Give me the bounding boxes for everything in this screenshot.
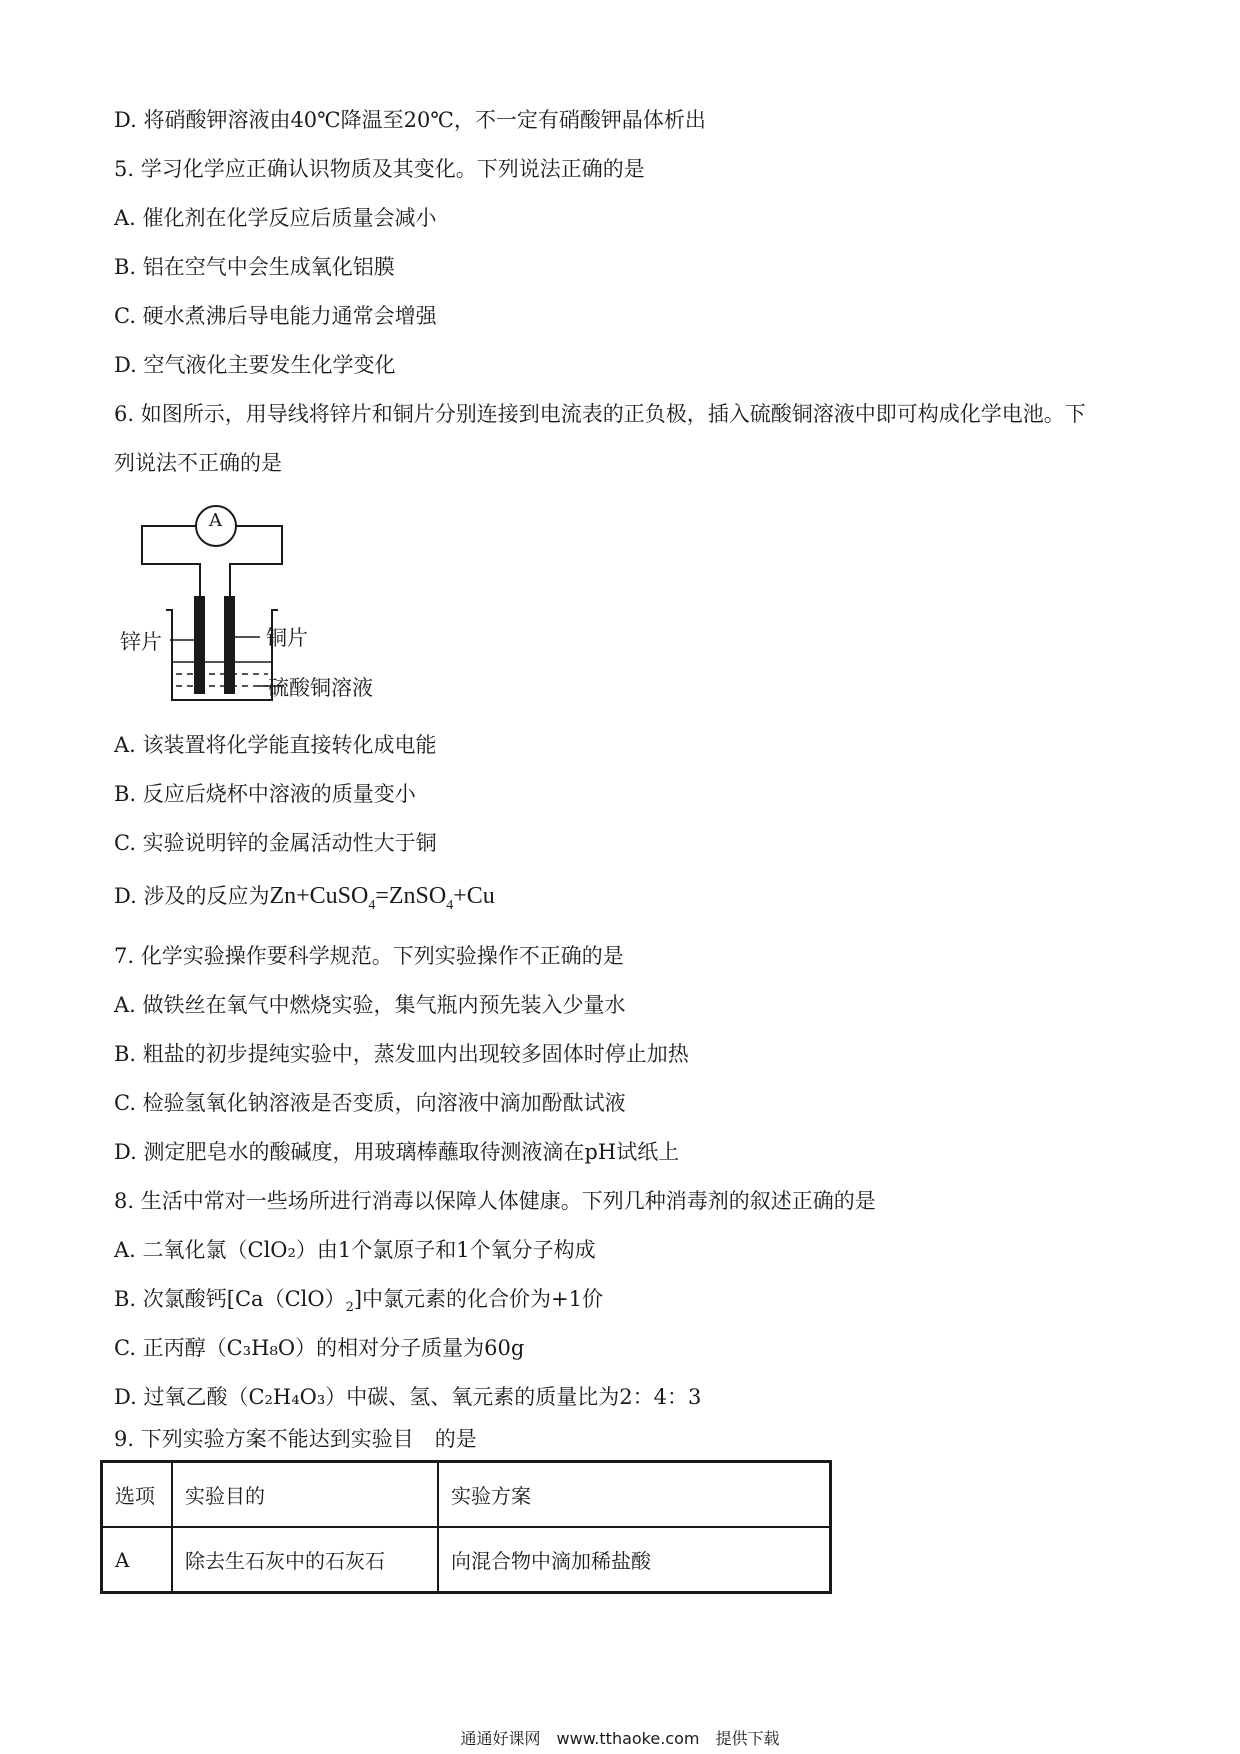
option-d-prefix: D. 涉及的反应为 [114,884,270,908]
reaction-equation: Zn+CuSO$_4$=ZnSO$_4$+Cu [269,883,495,913]
table-cell: 除去生石灰中的石灰石 [172,1527,438,1593]
table-header-row [102,1462,831,1528]
question-7-option-d: D. 测定肥皂水的酸碱度，用玻璃棒蘸取待测液滴在pH试纸上 [114,1140,680,1164]
copper-label: 铜片 [266,626,308,650]
question-8-option-a: A. 二氧化氯（ClO₂）由1个氯原子和1个氧分子构成 [114,1238,596,1262]
question-8-option-d: D. 过氧乙酸（C₂H₄O₃）中碳、氢、氧元素的质量比为2：4：3 [114,1385,702,1409]
table-row [102,1527,831,1593]
table-header-cell: 选项 [102,1462,173,1528]
question-7-option-c: C. 检验氢氧化钠溶液是否变质，向溶液中滴加酚酞试液 [114,1091,626,1115]
solution-label: 硫酸铜溶液 [268,676,373,700]
question-5-option-b: B. 铝在空气中会生成氧化铝膜 [114,255,395,279]
question-7-stem: 7. 化学实验操作要科学规范。下列实验操作不正确的是 [114,944,624,968]
question-6-option-b: B. 反应后烧杯中溶液的质量变小 [114,782,416,806]
question-5-option-d: D. 空气液化主要发生化学变化 [114,353,396,377]
question-6-stem-line-2: 列说法不正确的是 [114,451,282,475]
question-5-option-c: C. 硬水煮沸后导电能力通常会增强 [114,304,437,328]
question-6-option-c: C. 实验说明锌的金属活动性大于铜 [114,831,437,855]
table-cell: A [102,1527,173,1593]
question-9-table [100,1460,832,1594]
table-header-cell: 实验目的 [172,1462,438,1528]
question-6-option-d [114,882,495,920]
question-8-option-b: B. 次氯酸钙$[Ca(ClO)_2]$中氯元素的化合价为+1价 [114,1287,604,1315]
table-header-cell: 实验方案 [438,1462,831,1528]
question-8-stem: 8. 生活中常对一些场所进行消毒以保障人体健康。下列几种消毒剂的叙述正确的是 [114,1189,876,1213]
page-footer: 通通好课网 www.tthaoke.com 提供下载 [460,1729,780,1748]
question-4-option-d: D. 将硝酸钾溶液由40℃降温至20℃，不一定有硝酸钾晶体析出 [114,108,706,132]
question-6-option-a: A. 该装置将化学能直接转化成电能 [114,733,437,757]
question-5-option-a: A. 催化剂在化学反应后质量会减小 [114,206,437,230]
ammeter-label: A [209,510,222,531]
question-5-stem: 5. 学习化学应正确认识物质及其变化。下列说法正确的是 [114,157,645,181]
zinc-electrode [194,596,205,694]
question-7-option-b: B. 粗盐的初步提纯实验中，蒸发皿内出现较多固体时停止加热 [114,1042,689,1066]
copper-electrode [224,596,235,694]
question-8-option-c: C. 正丙醇（C₃H₈O）的相对分子质量为60g [114,1336,525,1360]
question-7-option-a: A. 做铁丝在氧气中燃烧实验，集气瓶内预先装入少量水 [114,993,626,1017]
question-9-stem: 9. 下列实验方案不能达到实验目 的是 [114,1427,477,1451]
zinc-label: 锌片 [120,630,162,654]
battery-diagram [118,502,398,712]
table-cell: 向混合物中滴加稀盐酸 [438,1527,831,1593]
question-6-stem-line-1: 6. 如图所示，用导线将锌片和铜片分别连接到电流表的正负极，插入硫酸铜溶液中即可构成化学电池。下 [114,402,1086,426]
